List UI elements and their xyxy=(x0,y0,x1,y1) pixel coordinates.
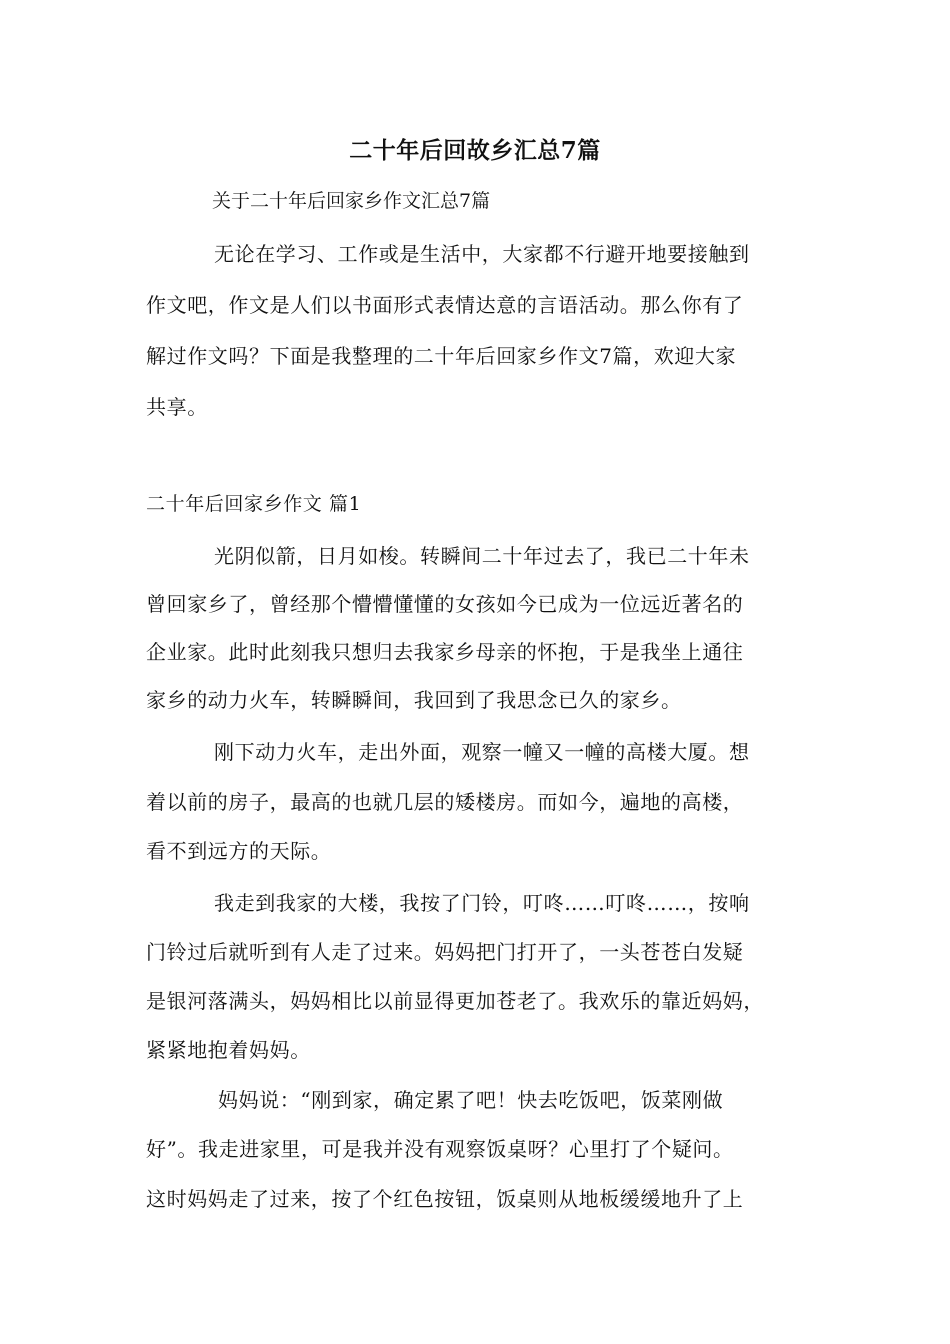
section-heading: 二十年后回家乡作文 篇1 xyxy=(146,493,362,515)
document-title: 二十年后回故乡汇总7篇 xyxy=(349,137,601,164)
paragraph-line: 妈妈说：“刚到家，确定累了吧！快去吃饭吧，饭菜刚做 xyxy=(218,1088,724,1112)
intro-line: 无论在学习、工作或是生活中，大家都不行避开地要接触到 xyxy=(214,242,750,266)
paragraph-line: 紧紧地抱着妈妈。 xyxy=(146,1038,311,1062)
paragraph-line: 是银河落满头，妈妈相比以前显得更加苍老了。我欢乐的靠近妈妈， xyxy=(146,989,764,1013)
intro-line: 共享。 xyxy=(146,395,208,419)
paragraph-line: 刚下动力火车，走出外面，观察一幢又一幢的高楼大厦。想 xyxy=(214,740,750,764)
paragraph-line: 光阴似箭，日月如梭。转瞬间二十年过去了，我已二十年未 xyxy=(214,544,750,568)
paragraph-line: 好”。我走进家里，可是我并没有观察饭桌呀？心里打了个疑问。 xyxy=(146,1137,734,1161)
intro-line: 作文吧，作文是人们以书面形式表情达意的言语活动。那么你有了 xyxy=(146,293,744,317)
paragraph-line: 企业家。此时此刻我只想归去我家乡母亲的怀抱，于是我坐上通往 xyxy=(146,640,744,664)
paragraph-line: 这时妈妈走了过来，按了个红色按钮，饭桌则从地板缓缓地升了上 xyxy=(146,1187,744,1211)
paragraph-line: 门铃过后就听到有人走了过来。妈妈把门打开了，一头苍苍白发疑 xyxy=(146,940,744,964)
paragraph-line: 着以前的房子，最高的也就几层的矮楼房。而如今，遍地的高楼， xyxy=(146,790,744,814)
paragraph-line: 我走到我家的大楼，我按了门铃，叮咚……叮咚……，按响 xyxy=(214,891,750,915)
document-subtitle: 关于二十年后回家乡作文汇总7篇 xyxy=(212,190,491,212)
intro-line: 解过作文吗？下面是我整理的二十年后回家乡作文7篇，欢迎大家 xyxy=(146,344,737,368)
paragraph-line: 家乡的动力火车，转瞬瞬间，我回到了我思念已久的家乡。 xyxy=(146,688,682,712)
paragraph-line: 曾回家乡了，曾经那个懵懵懂懂的女孩如今已成为一位远近著名的 xyxy=(146,592,744,616)
paragraph-line: 看不到远方的天际。 xyxy=(146,839,332,863)
